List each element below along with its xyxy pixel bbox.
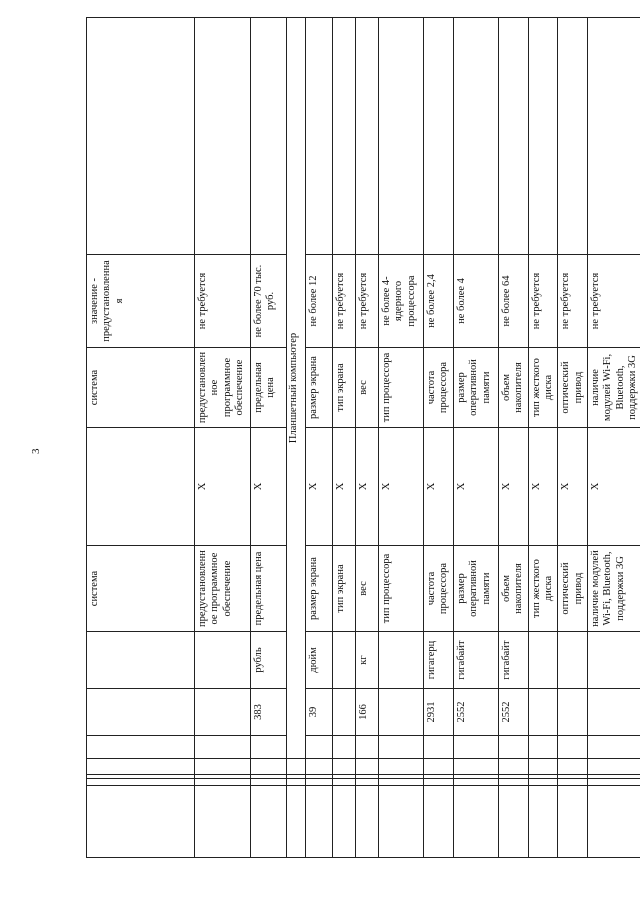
- cell-empty: [424, 779, 454, 786]
- cell-empty: [333, 18, 356, 255]
- table-row: [558, 18, 588, 858]
- header-empty: [87, 775, 195, 779]
- requirements-table: [86, 17, 640, 858]
- cell-empty: [306, 759, 333, 775]
- cell-characteristic: размер оперативной памяти: [453, 546, 498, 632]
- cell-mark: X: [251, 428, 287, 546]
- cell-empty: [558, 779, 588, 786]
- header-empty: [87, 736, 195, 759]
- cell-unit: [558, 632, 588, 689]
- cell-code: 2931: [424, 689, 454, 736]
- table-row: [195, 18, 251, 858]
- header-empty: [87, 786, 195, 858]
- table-row: [453, 18, 498, 858]
- cell-empty: [333, 786, 356, 858]
- cell-empty: [498, 18, 528, 255]
- cell-code: [333, 689, 356, 736]
- cell-code: [528, 689, 558, 736]
- table-row: [424, 18, 454, 858]
- cell-value: не более 70 тыс. руб.: [251, 255, 287, 348]
- page-number: 3: [30, 448, 42, 454]
- cell-empty: [195, 18, 251, 255]
- cell-empty: [306, 779, 333, 786]
- header-empty: [87, 632, 195, 689]
- cell-empty: [498, 736, 528, 759]
- cell-unit: [379, 632, 424, 689]
- cell-empty: [195, 759, 251, 775]
- cell-mark: X: [528, 428, 558, 546]
- cell-value: не требуется: [195, 255, 251, 348]
- cell-unit: гигабайт: [453, 632, 498, 689]
- cell-code: [379, 689, 424, 736]
- cell-empty: [356, 779, 379, 786]
- cell-empty: [251, 786, 287, 858]
- cell-empty: [558, 759, 588, 775]
- cell-empty: [195, 786, 251, 858]
- table-row: [306, 18, 333, 858]
- cell-characteristic: размер оперативной памяти: [453, 348, 498, 428]
- cell-mark: X: [333, 428, 356, 546]
- cell-empty: [588, 18, 640, 255]
- cell-empty: [333, 775, 356, 779]
- cell-empty: [424, 786, 454, 858]
- cell-empty: [379, 779, 424, 786]
- cell-characteristic: предельная цена: [251, 348, 287, 428]
- cell-empty: [251, 18, 287, 255]
- cell-mark: X: [306, 428, 333, 546]
- cell-empty: [287, 786, 306, 858]
- cell-characteristic: тип экрана: [333, 546, 356, 632]
- cell-empty: [306, 786, 333, 858]
- cell-empty: [287, 759, 306, 775]
- cell-empty: [453, 775, 498, 779]
- cell-unit: рубль: [251, 632, 287, 689]
- table-row: [333, 18, 356, 858]
- cell-mark: X: [379, 428, 424, 546]
- cell-unit: [195, 632, 251, 689]
- cell-empty: [453, 18, 498, 255]
- table-header-row: [87, 18, 195, 858]
- cell-characteristic: тип экрана: [333, 348, 356, 428]
- cell-empty: [588, 775, 640, 779]
- header-empty: [87, 779, 195, 786]
- cell-empty: [379, 775, 424, 779]
- cell-empty: [558, 18, 588, 255]
- header-empty: [87, 759, 195, 775]
- cell-empty: [195, 779, 251, 786]
- cell-empty: [195, 775, 251, 779]
- cell-empty: [558, 786, 588, 858]
- cell-characteristic: наличие модулей Wi-Fi, Bluetooth, поддержки 3G: [588, 348, 640, 428]
- cell-empty: [558, 736, 588, 759]
- header-empty: [87, 428, 195, 546]
- cell-value: не требуется: [588, 255, 640, 348]
- cell-empty: [287, 775, 306, 779]
- cell-characteristic: тип жесткого диска: [528, 546, 558, 632]
- cell-value: не более 4: [453, 255, 498, 348]
- cell-code: 39: [306, 689, 333, 736]
- cell-characteristic: частота процессора: [424, 546, 454, 632]
- cell-mark: X: [356, 428, 379, 546]
- header-system: система: [87, 546, 195, 632]
- cell-empty: [356, 775, 379, 779]
- cell-characteristic: оптический привод: [558, 348, 588, 428]
- cell-empty: [424, 759, 454, 775]
- cell-code: 2552: [498, 689, 528, 736]
- cell-empty: [453, 779, 498, 786]
- cell-empty: [528, 775, 558, 779]
- cell-empty: [195, 736, 251, 759]
- cell-value: не требуется: [558, 255, 588, 348]
- cell-characteristic: частота процессора: [424, 348, 454, 428]
- table-row: [528, 18, 558, 858]
- cell-value: не требуется: [528, 255, 558, 348]
- cell-empty: [528, 736, 558, 759]
- cell-empty: [453, 736, 498, 759]
- cell-empty: [424, 736, 454, 759]
- cell-unit: [528, 632, 558, 689]
- cell-characteristic: вес: [356, 348, 379, 428]
- cell-empty: [356, 18, 379, 255]
- cell-empty: [498, 786, 528, 858]
- header-system: система: [87, 348, 195, 428]
- cell-empty: [356, 786, 379, 858]
- cell-empty: [528, 759, 558, 775]
- cell-empty: [528, 779, 558, 786]
- cell-characteristic: предустановленное программное обеспечение: [195, 348, 251, 428]
- cell-unit: [333, 632, 356, 689]
- cell-unit: кг: [356, 632, 379, 689]
- cell-empty: [356, 736, 379, 759]
- cell-empty: [379, 18, 424, 255]
- cell-empty: [588, 779, 640, 786]
- cell-value: не требуется: [333, 255, 356, 348]
- cell-empty: [333, 759, 356, 775]
- cell-empty: [588, 759, 640, 775]
- section-row: [287, 18, 306, 858]
- cell-empty: [379, 759, 424, 775]
- cell-code: 2552: [453, 689, 498, 736]
- cell-mark: X: [558, 428, 588, 546]
- cell-value: не требуется: [356, 255, 379, 348]
- cell-mark: X: [453, 428, 498, 546]
- cell-characteristic: тип процессора: [379, 348, 424, 428]
- table-row: [251, 18, 287, 858]
- cell-empty: [588, 736, 640, 759]
- cell-code: 166: [356, 689, 379, 736]
- cell-empty: [379, 786, 424, 858]
- cell-empty: [424, 775, 454, 779]
- cell-empty: [453, 786, 498, 858]
- cell-characteristic: оптический привод: [558, 546, 588, 632]
- cell-characteristic: предустановленное программное обеспечение: [195, 546, 251, 632]
- cell-characteristic: объем накопителя: [498, 348, 528, 428]
- cell-characteristic: предельная цена: [251, 546, 287, 632]
- cell-mark: X: [498, 428, 528, 546]
- cell-empty: [333, 736, 356, 759]
- cell-empty: [498, 775, 528, 779]
- cell-mark: X: [588, 428, 640, 546]
- cell-empty: [453, 759, 498, 775]
- cell-value: не более 64: [498, 255, 528, 348]
- cell-code: [558, 689, 588, 736]
- cell-characteristic: наличие модулей Wi-Fi, Bluetooth, поддержки 3G: [588, 546, 640, 632]
- cell-empty: [528, 18, 558, 255]
- cell-characteristic: объем накопителя: [498, 546, 528, 632]
- cell-mark: X: [195, 428, 251, 546]
- table-row: [498, 18, 528, 858]
- cell-empty: [251, 736, 287, 759]
- cell-value: не более 12: [306, 255, 333, 348]
- cell-unit: дюйм: [306, 632, 333, 689]
- cell-empty: [528, 786, 558, 858]
- table-row: [588, 18, 640, 858]
- cell-mark: X: [424, 428, 454, 546]
- cell-empty: [356, 759, 379, 775]
- cell-characteristic: размер экрана: [306, 348, 333, 428]
- cell-empty: [306, 775, 333, 779]
- table-row: [379, 18, 424, 858]
- cell-characteristic: тип жесткого диска: [528, 348, 558, 428]
- cell-characteristic: тип процессора: [379, 546, 424, 632]
- cell-empty: [333, 779, 356, 786]
- cell-empty: [251, 759, 287, 775]
- cell-empty: [498, 759, 528, 775]
- cell-value: не более 4-ядерного процессора: [379, 255, 424, 348]
- cell-empty: [588, 786, 640, 858]
- cell-characteristic: вес: [356, 546, 379, 632]
- cell-code: 383: [251, 689, 287, 736]
- cell-value: не более 2,4: [424, 255, 454, 348]
- cell-empty: [251, 779, 287, 786]
- cell-empty: [498, 779, 528, 786]
- cell-code: [195, 689, 251, 736]
- cell-unit: гигабайт: [498, 632, 528, 689]
- header-empty: [87, 689, 195, 736]
- cell-characteristic: размер экрана: [306, 546, 333, 632]
- cell-empty: [379, 736, 424, 759]
- rotated-table-container: [86, 18, 639, 858]
- cell-unit: гигагерц: [424, 632, 454, 689]
- cell-empty: [306, 736, 333, 759]
- section-title: Планшетный компьютер: [287, 18, 306, 759]
- cell-code: [588, 689, 640, 736]
- cell-empty: [251, 775, 287, 779]
- cell-empty: [287, 779, 306, 786]
- table-row: [356, 18, 379, 858]
- header-empty: [87, 18, 195, 255]
- cell-empty: [424, 18, 454, 255]
- cell-empty: [558, 775, 588, 779]
- cell-unit: [588, 632, 640, 689]
- cell-empty: [306, 18, 333, 255]
- header-value: значение - предустановленная: [87, 255, 195, 348]
